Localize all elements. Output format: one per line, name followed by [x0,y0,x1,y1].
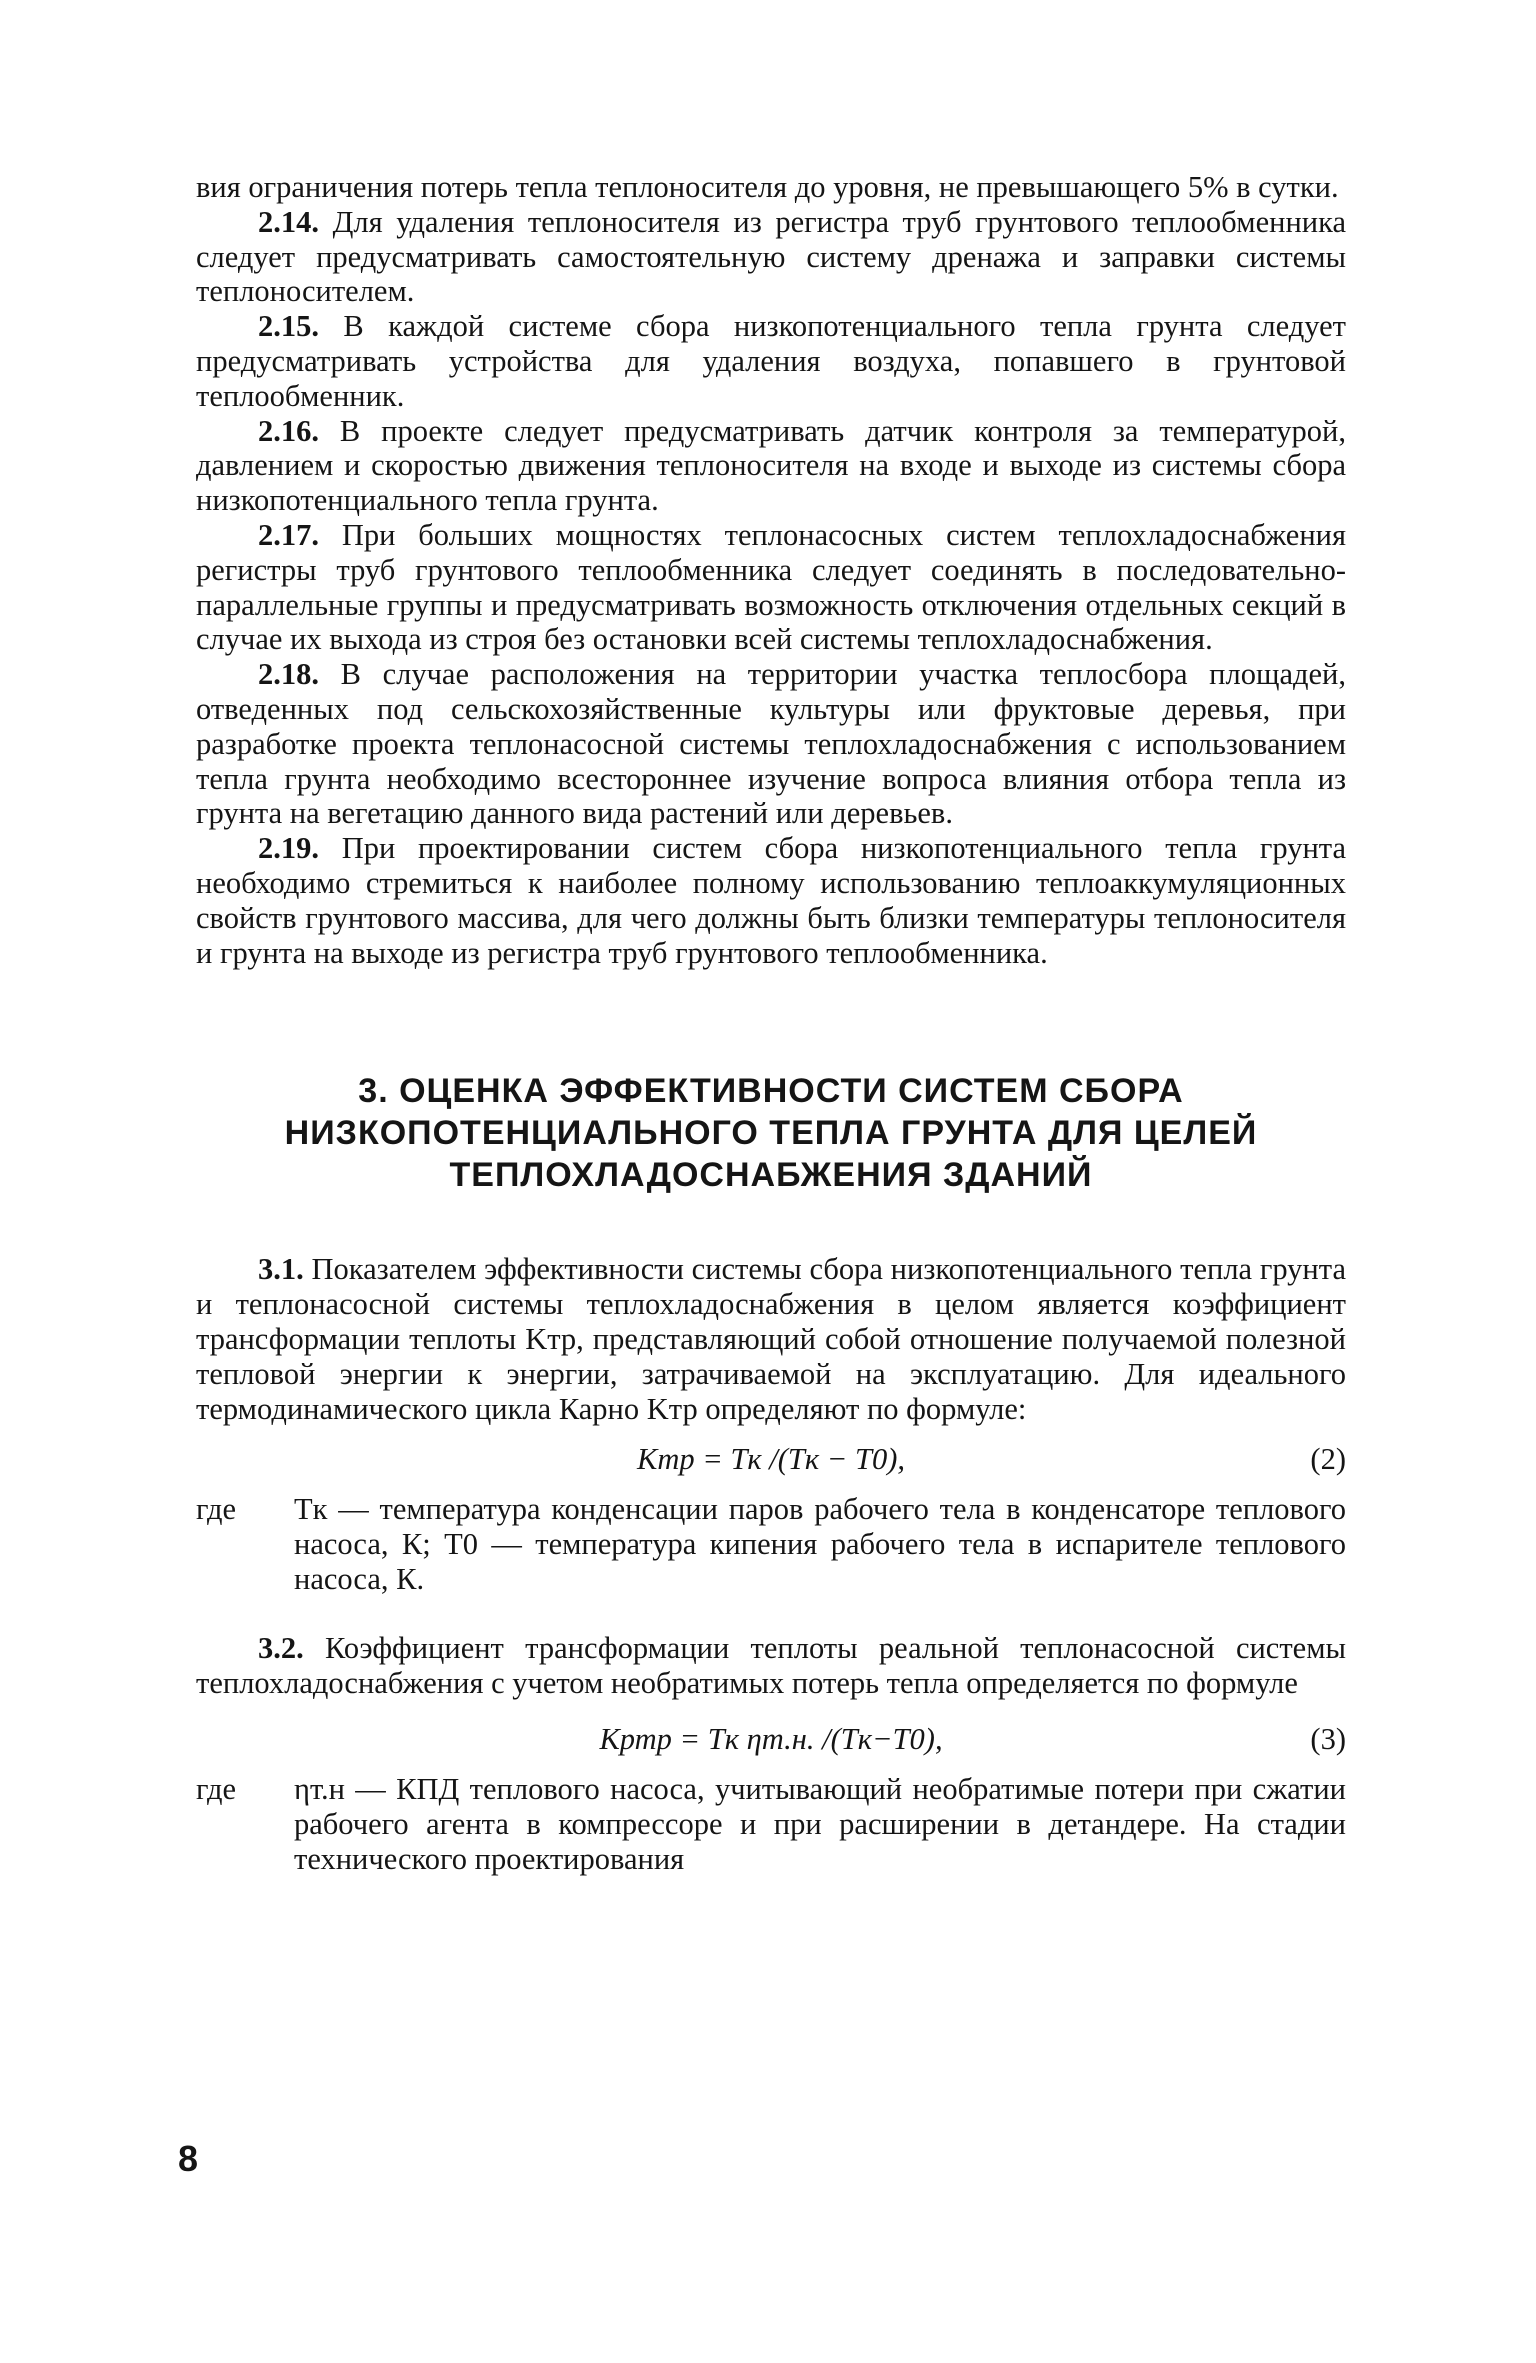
paragraph-number: 2.17. [258,517,319,552]
heading-line-1: 3. ОЦЕНКА ЭФФЕКТИВНОСТИ СИСТЕМ СБОРА [358,1072,1184,1111]
heading-line-3: ТЕПЛОХЛАДОСНАБЖЕНИЯ ЗДАНИЙ [449,1156,1093,1195]
paragraph-number: 2.19. [258,831,319,866]
where-label: где [196,1492,237,1527]
paragraph-text: В каждой системе сбора низкопотенциального тепла грунта следует предусматривать устройства для удаления воздуха, попавшего в грунтовой теплообменник. [196,309,1346,413]
section-3-heading [196,1070,1346,1196]
formula-2-legend [196,1492,1346,1596]
paragraph-number: 2.15. [258,309,319,344]
where-text: Tк — температура конденсации паров рабочего тела в конденсаторе теплового насоса, К; T0 — температура кипения рабочего тела в испарителе теплового насоса, К. [294,1492,1346,1596]
formula-2-expression: Kтр = Tк /(Tк − T0), [637,1442,905,1477]
paragraph-number: 3.1. [258,1252,304,1287]
paragraph-number: 2.18. [258,657,319,692]
formula-3-number: (3) [1310,1722,1346,1757]
paragraph-3-2 [196,1631,1346,1701]
formula-2 [196,1436,1346,1486]
page-number: 8 [178,2138,199,2179]
paragraph-text: При больших мощностях теплонасосных систем теплохладоснабжения регистры труб грунтового теплообменника следует соединять в последовательно-параллельные группы и предусматривать возможность отключения отдельных секций в случае их выхода из строя без остановки всей системы теплохладоснабжения. [196,517,1347,657]
paragraph-text: В случае расположения на территории участка теплосбора площадей, отведенных под сельскохозяйственные культуры или фруктовые деревья, при разработке проекта теплонасосной системы теплохладоснабжения с использованием тепла грунта необходимо всестороннее изучение вопроса влияния отбора тепла из грунта на вегетацию данного вида растений или деревьев. [196,657,1347,831]
paragraph-number: 2.16. [258,413,319,448]
section-2-paragraphs [196,170,1346,970]
formula-3-expression: Kртр = Tк ηт.н. /(Tк−T0), [599,1722,943,1757]
paragraph-3-1 [196,1252,1346,1426]
where-text: ηт.н — КПД теплового насоса, учитывающий необратимые потери при сжатии рабочего агента в компрессоре и при расширении в детандере. На стадии технического проектирования [294,1772,1346,1876]
paragraph-2-14 [196,205,1346,309]
paragraph-2-19 [196,831,1346,970]
document-page [196,170,1346,1877]
formula-3 [196,1716,1346,1766]
formula-2-number: (2) [1310,1442,1346,1477]
paragraph-text: Показателем эффективности системы сбора низкопотенциального тепла грунта и теплонасосной системы теплохладоснабжения в целом является коэффициент трансформации теплоты Kтр, представляющий собой отношение получаемой полезной тепловой энергии к энергии, затрачиваемой на эксплуатацию. Для идеального термодинамического цикла Карно Kтр определяют по формуле: [196,1252,1346,1426]
paragraph-2-17 [196,518,1346,657]
paragraph-text: В проекте следует предусматривать датчик контроля за температурой, давлением и скоростью движения теплоносителя на входе и выходе из системы сбора низкопотенциального тепла грунта. [196,413,1347,518]
paragraph-2-18 [196,657,1346,831]
paragraph-text: При проектировании систем сбора низкопотенциального тепла грунта необходимо стремиться к наиболее полному использованию теплоаккумуляционных свойств грунтового массива, для чего должны быть близки температуры теплоносителя и грунта на выходе из регистра труб грунтового теплообменника. [196,831,1346,970]
paragraph-number: 2.14. [258,204,319,239]
paragraph-number: 3.2. [258,1630,304,1665]
paragraph-continuation [196,170,1346,205]
paragraph-text: Для удаления теплоносителя из регистра труб грунтового теплообменника следует предусматривать самостоятельную систему дренажа и заправки системы теплоносителем. [196,204,1346,309]
paragraph-text: Коэффициент трансформации теплоты реальной теплонасосной системы теплохладоснабжения с учетом необратимых потерь тепла определяется по формуле [196,1630,1346,1700]
paragraph-2-15 [196,309,1346,413]
paragraph-text: вия ограничения потерь тепла теплоносителя до уровня, не превышающего 5% в сутки. [196,170,1339,204]
heading-line-2: НИЗКОПОТЕНЦИАЛЬНОГО ТЕПЛА ГРУНТА ДЛЯ ЦЕЛЕЙ [284,1114,1258,1153]
paragraph-2-16 [196,414,1346,518]
where-label: где [196,1772,237,1807]
formula-3-legend [196,1772,1346,1876]
